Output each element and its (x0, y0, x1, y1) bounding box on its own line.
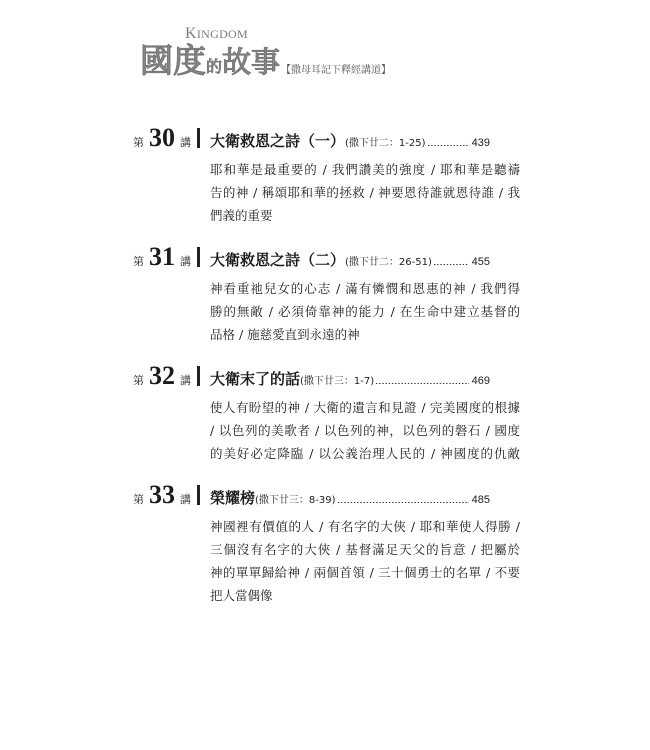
divider-bar (197, 366, 200, 386)
summary-line: 耶和華是最重要的 / 我們讚美的強度 / 耶和華是聽禱 (210, 162, 520, 177)
summary-line: 品格 / 施慈愛直到永遠的神 (210, 327, 360, 342)
summary-line: 神國裡有價值的人 / 有名字的大俠 / 耶和華使人得勝 / (210, 519, 520, 534)
lecture-number: 30 (149, 123, 175, 152)
book-title-part: 的 (206, 57, 223, 76)
summary-line: 們義的重要 (210, 208, 273, 223)
summary-line: 三個沒有名字的大俠 / 基督滿足天父的旨意 / 把屬於 (210, 542, 520, 557)
scripture-reference: (撒下廿三：1-7) (300, 376, 375, 387)
scripture-reference: (撒下廿三：8-39) (255, 495, 336, 506)
lecture-prefix: 第 (133, 374, 144, 387)
page-number: 485 (471, 494, 490, 506)
toc-entry (133, 123, 533, 227)
dot-leader (338, 502, 469, 504)
book-title-part: 故事 (222, 45, 281, 79)
lecture-summary (210, 158, 520, 227)
dot-leader (428, 145, 469, 147)
dot-leader (376, 383, 468, 385)
lecture-suffix: 講 (180, 493, 191, 506)
lecture-number: 31 (149, 242, 175, 271)
book-title-part: 國度 (140, 41, 206, 80)
lecture-prefix: 第 (133, 136, 144, 149)
divider-bar (197, 485, 200, 505)
lecture-prefix: 第 (133, 493, 144, 506)
lecture-prefix: 第 (133, 255, 144, 268)
summary-line: 神看重祂兒女的心志 / 滿有憐憫和恩惠的神 / 我們得 (210, 281, 520, 296)
lecture-number: 33 (149, 480, 175, 509)
summary-line: 的美好必定降臨 / 以公義治理人民的 / 神國度的仇敵 (210, 446, 520, 461)
lecture-summary (210, 396, 520, 465)
lecture-number: 32 (149, 361, 175, 390)
summary-line: 告的神 / 稱頌耶和華的拯救 / 神要恩待誰就恩待誰 / 我 (210, 185, 520, 200)
lecture-suffix: 講 (180, 374, 191, 387)
toc-entry (133, 361, 533, 465)
lecture-suffix: 講 (180, 136, 191, 149)
lecture-title: 大衛救恩之詩（二） (210, 251, 346, 269)
lecture-title: 榮耀榜 (210, 489, 256, 507)
lecture-suffix: 講 (180, 255, 191, 268)
toc-entry (133, 242, 533, 346)
toc-entry-heading (133, 242, 490, 271)
toc-entry-heading (133, 480, 490, 509)
page-number: 455 (471, 256, 490, 268)
summary-line: 把人當偶像 (210, 588, 273, 603)
table-of-contents (133, 123, 533, 625)
toc-entry (133, 480, 533, 607)
toc-entry-heading (133, 361, 490, 390)
logo-wordmark: KINGDOM (185, 25, 248, 42)
book-title (140, 41, 281, 80)
lecture-summary (210, 515, 520, 607)
book-subtitle: 【撒母耳記下釋經講道】 (281, 65, 391, 76)
lecture-title: 大衛末了的話 (210, 370, 301, 388)
scripture-reference: (撒下廿二：26-51) (345, 257, 432, 268)
page-number: 439 (471, 137, 490, 149)
scripture-reference: (撒下廿二：1-25) (345, 138, 426, 149)
summary-line: 勝的無敵 / 必須倚靠神的能力 / 在生命中建立基督的 (210, 304, 520, 319)
summary-line: / 以色列的美歌者 / 以色列的神，以色列的磐石 / 國度 (210, 423, 520, 438)
lecture-title: 大衛救恩之詩（一） (210, 132, 346, 150)
dot-leader (434, 264, 469, 266)
lecture-summary (210, 277, 520, 346)
toc-entry-heading (133, 123, 490, 152)
divider-bar (197, 128, 200, 148)
page-number: 469 (471, 375, 490, 387)
divider-bar (197, 247, 200, 267)
summary-line: 使人有盼望的神 / 大衛的遺言和見證 / 完美國度的根據 (210, 400, 520, 415)
summary-line: 神的單單歸給神 / 兩個首領 / 三十個勇士的名單 / 不要 (210, 565, 520, 580)
